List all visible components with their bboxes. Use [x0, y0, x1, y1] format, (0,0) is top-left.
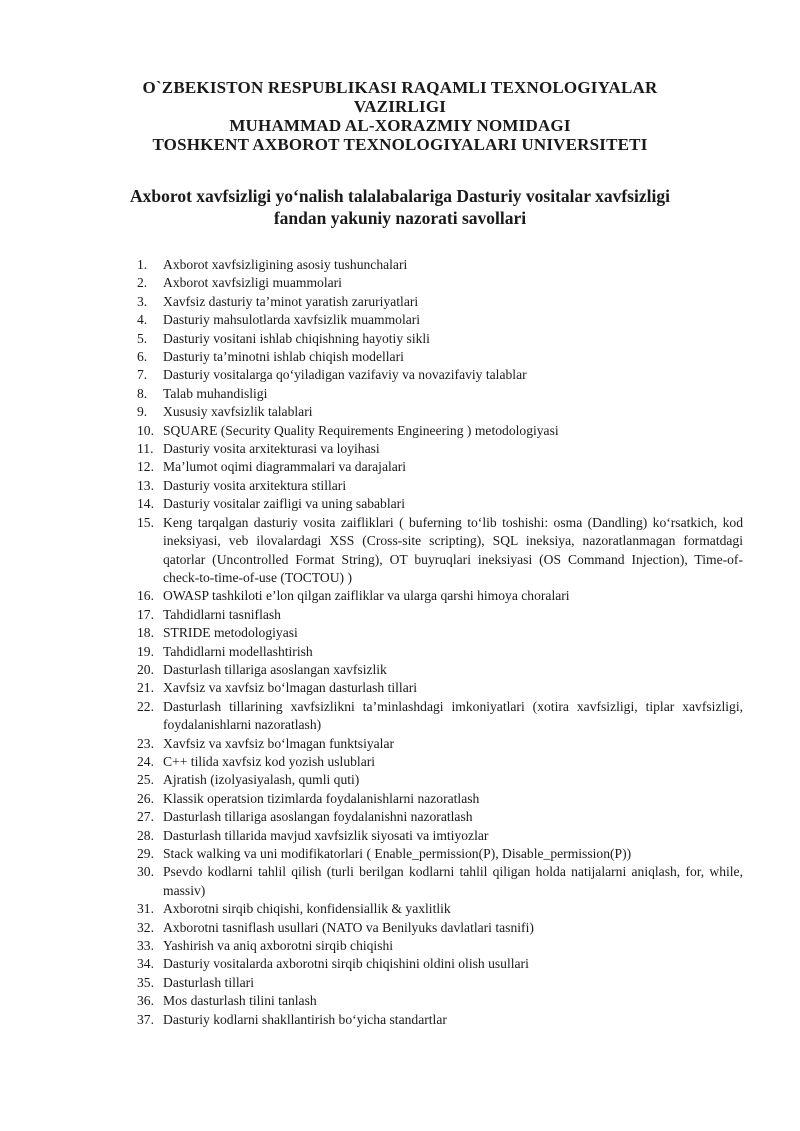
question-number: 8. [137, 385, 148, 401]
question-text: Dasturiy vositalar zaifligi va uning sabablari [163, 496, 405, 512]
question-item [137, 919, 743, 937]
question-item [137, 385, 743, 403]
question-text: Tahdidlarni modellashtirish [163, 643, 313, 659]
question-text: C++ tilida xavfsiz kod yozish uslublari [163, 753, 376, 769]
question-number: 35. [137, 974, 154, 990]
question-number: 4. [137, 312, 148, 328]
question-text: Axborot xavfsizligi muammolari [163, 275, 342, 291]
question-item [137, 661, 743, 679]
question-text: Yashirish va aniq axborotni sirqib chiqishi [163, 938, 394, 954]
question-text: Ajratish (izolyasiyalash, qumli quti) [163, 772, 360, 788]
question-number: 23. [137, 735, 154, 751]
question-number: 9. [137, 404, 148, 420]
title-line: Axborot xavfsizligi yo‘nalish talalabalariga Dasturiy vositalar xavfsizligi [130, 186, 670, 206]
question-item [137, 790, 743, 808]
question-item [137, 937, 743, 955]
question-number: 15. [137, 514, 154, 530]
question-list [137, 256, 743, 1029]
question-item [137, 698, 743, 735]
question-number: 30. [137, 864, 154, 880]
question-text: Dasturiy vositani ishlab chiqishning hayotiy sikli [163, 330, 430, 346]
question-item [137, 348, 743, 366]
question-item [137, 495, 743, 513]
question-number: 36. [137, 993, 154, 1009]
question-item [137, 827, 743, 845]
header-line: VAZIRLIGI [353, 97, 447, 116]
question-number: 3. [137, 293, 148, 309]
question-number: 37. [137, 1011, 154, 1027]
question-number: 17. [137, 606, 154, 622]
question-item [137, 293, 743, 311]
question-number: 11. [137, 441, 154, 457]
question-number: 28. [137, 827, 154, 843]
document-title [60, 185, 740, 229]
question-text: Axborot xavfsizligining asosiy tushunchalari [163, 257, 408, 272]
question-number: 21. [137, 680, 154, 696]
question-item [137, 422, 743, 440]
question-number: 18. [137, 625, 154, 641]
question-number: 32. [137, 919, 154, 935]
question-number: 24. [137, 753, 154, 769]
question-text: Klassik operatsion tizimlarda foydalanishlarni nazoratlash [163, 790, 480, 806]
question-item [137, 440, 743, 458]
question-number: 14. [137, 496, 154, 512]
question-item [137, 1011, 743, 1029]
question-text: Axborotni tasniflash usullari (NATO va Benilyuks davlatlari tasnifi) [163, 919, 534, 935]
question-item [137, 403, 743, 421]
question-text: Dasturlash tillarining xavfsizlikni ta’minlashdagi imkoniyatlari (xotira xavfsizligi, tiplar xavfsizligi, foydalanishlarni nazoratlash) [163, 698, 743, 733]
question-item [137, 679, 743, 697]
question-item [137, 643, 743, 661]
question-text: Dasturiy vositalarda axborotni sirqib chiqishini oldini olish usullari [163, 956, 529, 972]
question-item [137, 587, 743, 605]
question-item [137, 274, 743, 292]
question-text: Dasturlash tillarida mavjud xavfsizlik siyosati va imtiyozlar [163, 827, 489, 843]
question-number: 33. [137, 938, 154, 954]
question-item [137, 735, 743, 753]
question-item [137, 955, 743, 973]
question-item [137, 256, 743, 274]
question-item [137, 606, 743, 624]
question-number: 1. [137, 257, 148, 272]
question-text: Talab muhandisligi [163, 385, 268, 401]
question-text: Dasturlash tillari [163, 974, 254, 990]
question-text: Mos dasturlash tilini tanlash [163, 993, 317, 1009]
question-item [137, 992, 743, 1010]
question-number: 29. [137, 846, 154, 861]
question-text: Ma’lumot oqimi diagrammalari va darajalari [163, 459, 407, 475]
question-text: Axborotni sirqib chiqishi, konfidensiallik & yaxlitlik [163, 901, 451, 917]
question-number: 2. [137, 275, 148, 291]
question-number: 6. [137, 349, 148, 365]
question-number: 13. [137, 477, 154, 493]
question-item [137, 311, 743, 329]
question-text: Keng tarqalgan dasturiy vosita zaifliklari ( buferning to‘lib toshishi: osma (Dandling) ko‘rsatkich, kod ineksiyasi, veb ilovalardagi XSS (Cross-site scripting), SQL ineksiya, nazoratlanmagan formatdagi qatorlar (Uncontrolled Format String), OT buyruqlari ineksiyasi (OS Command Injection), Time-of-check-to-time-of-use (TOCTOU) ) [163, 514, 743, 585]
question-text: Tahdidlarni tasniflash [163, 606, 281, 622]
question-number: 12. [137, 459, 154, 475]
question-item [137, 458, 743, 476]
question-text: Dasturiy vositalarga qo‘yiladigan vazifaviy va novazifaviy talablar [163, 367, 527, 383]
question-text: Psevdo kodlarni tahlil qilish (turli berilgan kodlarni tahlil qiligan holda natijalarni aniqlash, for, while, massiv) [163, 864, 743, 898]
question-number: 16. [137, 588, 154, 604]
question-item [137, 753, 743, 771]
question-text: Stack walking va uni modifikatorlari ( Enable_permission(P), Disable_permission(P)) [163, 846, 632, 861]
question-number: 34. [137, 956, 154, 972]
question-item [137, 514, 743, 588]
question-text: STRIDE metodologiyasi [163, 625, 298, 641]
question-text: SQUARE (Security Quality Requirements Engineering ) metodologiyasi [163, 422, 559, 438]
question-item [137, 624, 743, 642]
question-text: Xavfsiz va xavfsiz bo‘lmagan funktsiyalar [163, 735, 395, 751]
question-text: Dasturiy kodlarni shakllantirish bo‘yicha standartlar [163, 1011, 447, 1027]
question-item [137, 477, 743, 495]
question-item [137, 330, 743, 348]
question-text: Xususiy xavfsizlik talablari [163, 404, 313, 420]
question-number: 5. [137, 330, 148, 346]
question-item [137, 366, 743, 384]
title-line: fandan yakuniy nazorati savollari [273, 208, 527, 228]
question-text: Xavfsiz dasturiy ta’minot yaratish zaruriyatlari [163, 293, 419, 309]
question-text: Dasturiy vosita arxitekturasi va loyihasi [163, 441, 380, 457]
question-item [137, 863, 743, 900]
question-item [137, 808, 743, 826]
question-text: Dasturiy vosita arxitektura stillari [163, 477, 347, 493]
question-number: 7. [137, 367, 148, 383]
question-number: 26. [137, 790, 154, 806]
ministry-university-header [60, 78, 740, 154]
question-number: 20. [137, 661, 154, 677]
question-number: 10. [137, 422, 154, 438]
question-number: 19. [137, 643, 154, 659]
question-text: Dasturlash tillariga asoslangan xavfsizlik [163, 661, 387, 677]
question-text: Xavfsiz va xavfsiz bo‘lmagan dasturlash tillari [163, 680, 418, 696]
question-item [137, 845, 743, 863]
question-number: 27. [137, 809, 154, 825]
question-item [137, 771, 743, 789]
question-number: 31. [137, 901, 154, 917]
question-number: 25. [137, 772, 154, 788]
header-line: TOSHKENT AXBOROT TEXNOLOGIYALARI UNIVERSITETI [152, 135, 648, 154]
question-item [137, 974, 743, 992]
question-number: 22. [137, 698, 154, 714]
question-text: OWASP tashkiloti e’lon qilgan zaifliklar va ularga qarshi himoya choralari [163, 588, 570, 604]
question-text: Dasturiy ta’minotni ishlab chiqish modellari [163, 349, 404, 365]
question-text: Dasturiy mahsulotlarda xavfsizlik muammolari [163, 312, 421, 328]
header-line: MUHAMMAD AL-XORAZMIY NOMIDAGI [229, 116, 571, 135]
question-text: Dasturlash tillariga asoslangan foydalanishni nazoratlash [163, 809, 473, 825]
question-item [137, 900, 743, 918]
header-line: O`ZBEKISTON RESPUBLIKASI RAQAMLI TEXNOLOGIYALAR [142, 78, 658, 97]
